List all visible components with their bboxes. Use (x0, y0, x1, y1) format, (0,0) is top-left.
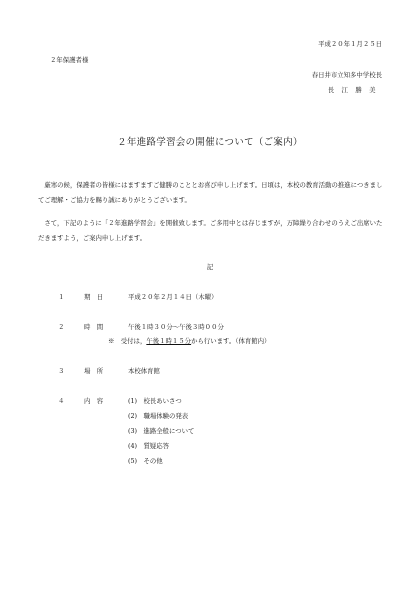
detail-number: ２ (58, 323, 65, 331)
detail-label: 期 日 (84, 293, 104, 301)
detail-value: 平成２０年２月１４日（木曜） (128, 293, 218, 301)
invitation-paragraph: さて，下記のように「２年進路学習会」を開催致します。ご多用中とは存じますが，万障繰り合わせのうえご出席いただきますよう，ご案内申し上げます。 (38, 219, 383, 242)
detail-value: 午後１時３０分〜午後３時００分 (128, 323, 224, 331)
sender-school: 春日井市立知多中学校長 (311, 71, 382, 79)
detail-number: ３ (58, 367, 65, 375)
detail-label: 場 所 (84, 367, 104, 375)
program-item: (2) 職場体験の発表 (128, 412, 189, 420)
detail-number: ４ (58, 397, 65, 405)
detail-label: 内 容 (84, 397, 104, 405)
reception-note-prefix: ※ 受付は， (108, 337, 147, 345)
sender-principal: 長 江 勝 美 (327, 86, 376, 94)
greeting-paragraph: 厳寒の候，保護者の皆様にはますますご健勝のこととお喜び申し上げます。日頃は，本校の教育活動の推進につきましてご理解・ご協力を賜り誠にありがとうございます。 (38, 181, 383, 204)
detail-number: １ (58, 293, 65, 301)
program-item: (4) 質疑応答 (128, 442, 170, 450)
document-date: 平成２０年１月２５日 (318, 40, 382, 48)
detail-label: 時 間 (84, 323, 104, 331)
program-item: (3) 進路全般について (128, 427, 195, 435)
program-item: (5) その他 (128, 457, 163, 465)
page-title: ２年進路学習会の開催について（ご案内） (117, 137, 303, 148)
detail-value: 本校体育館 (128, 367, 160, 375)
ki-heading: 記 (206, 263, 214, 271)
reception-note-suffix: から行います。（体育館内） (191, 337, 271, 345)
reception-note (108, 337, 270, 345)
reception-time: 午後１時１５分 (146, 337, 192, 345)
addressee: ２年保護者様 (50, 56, 89, 64)
program-item: (1) 校長あいさつ (128, 397, 182, 405)
